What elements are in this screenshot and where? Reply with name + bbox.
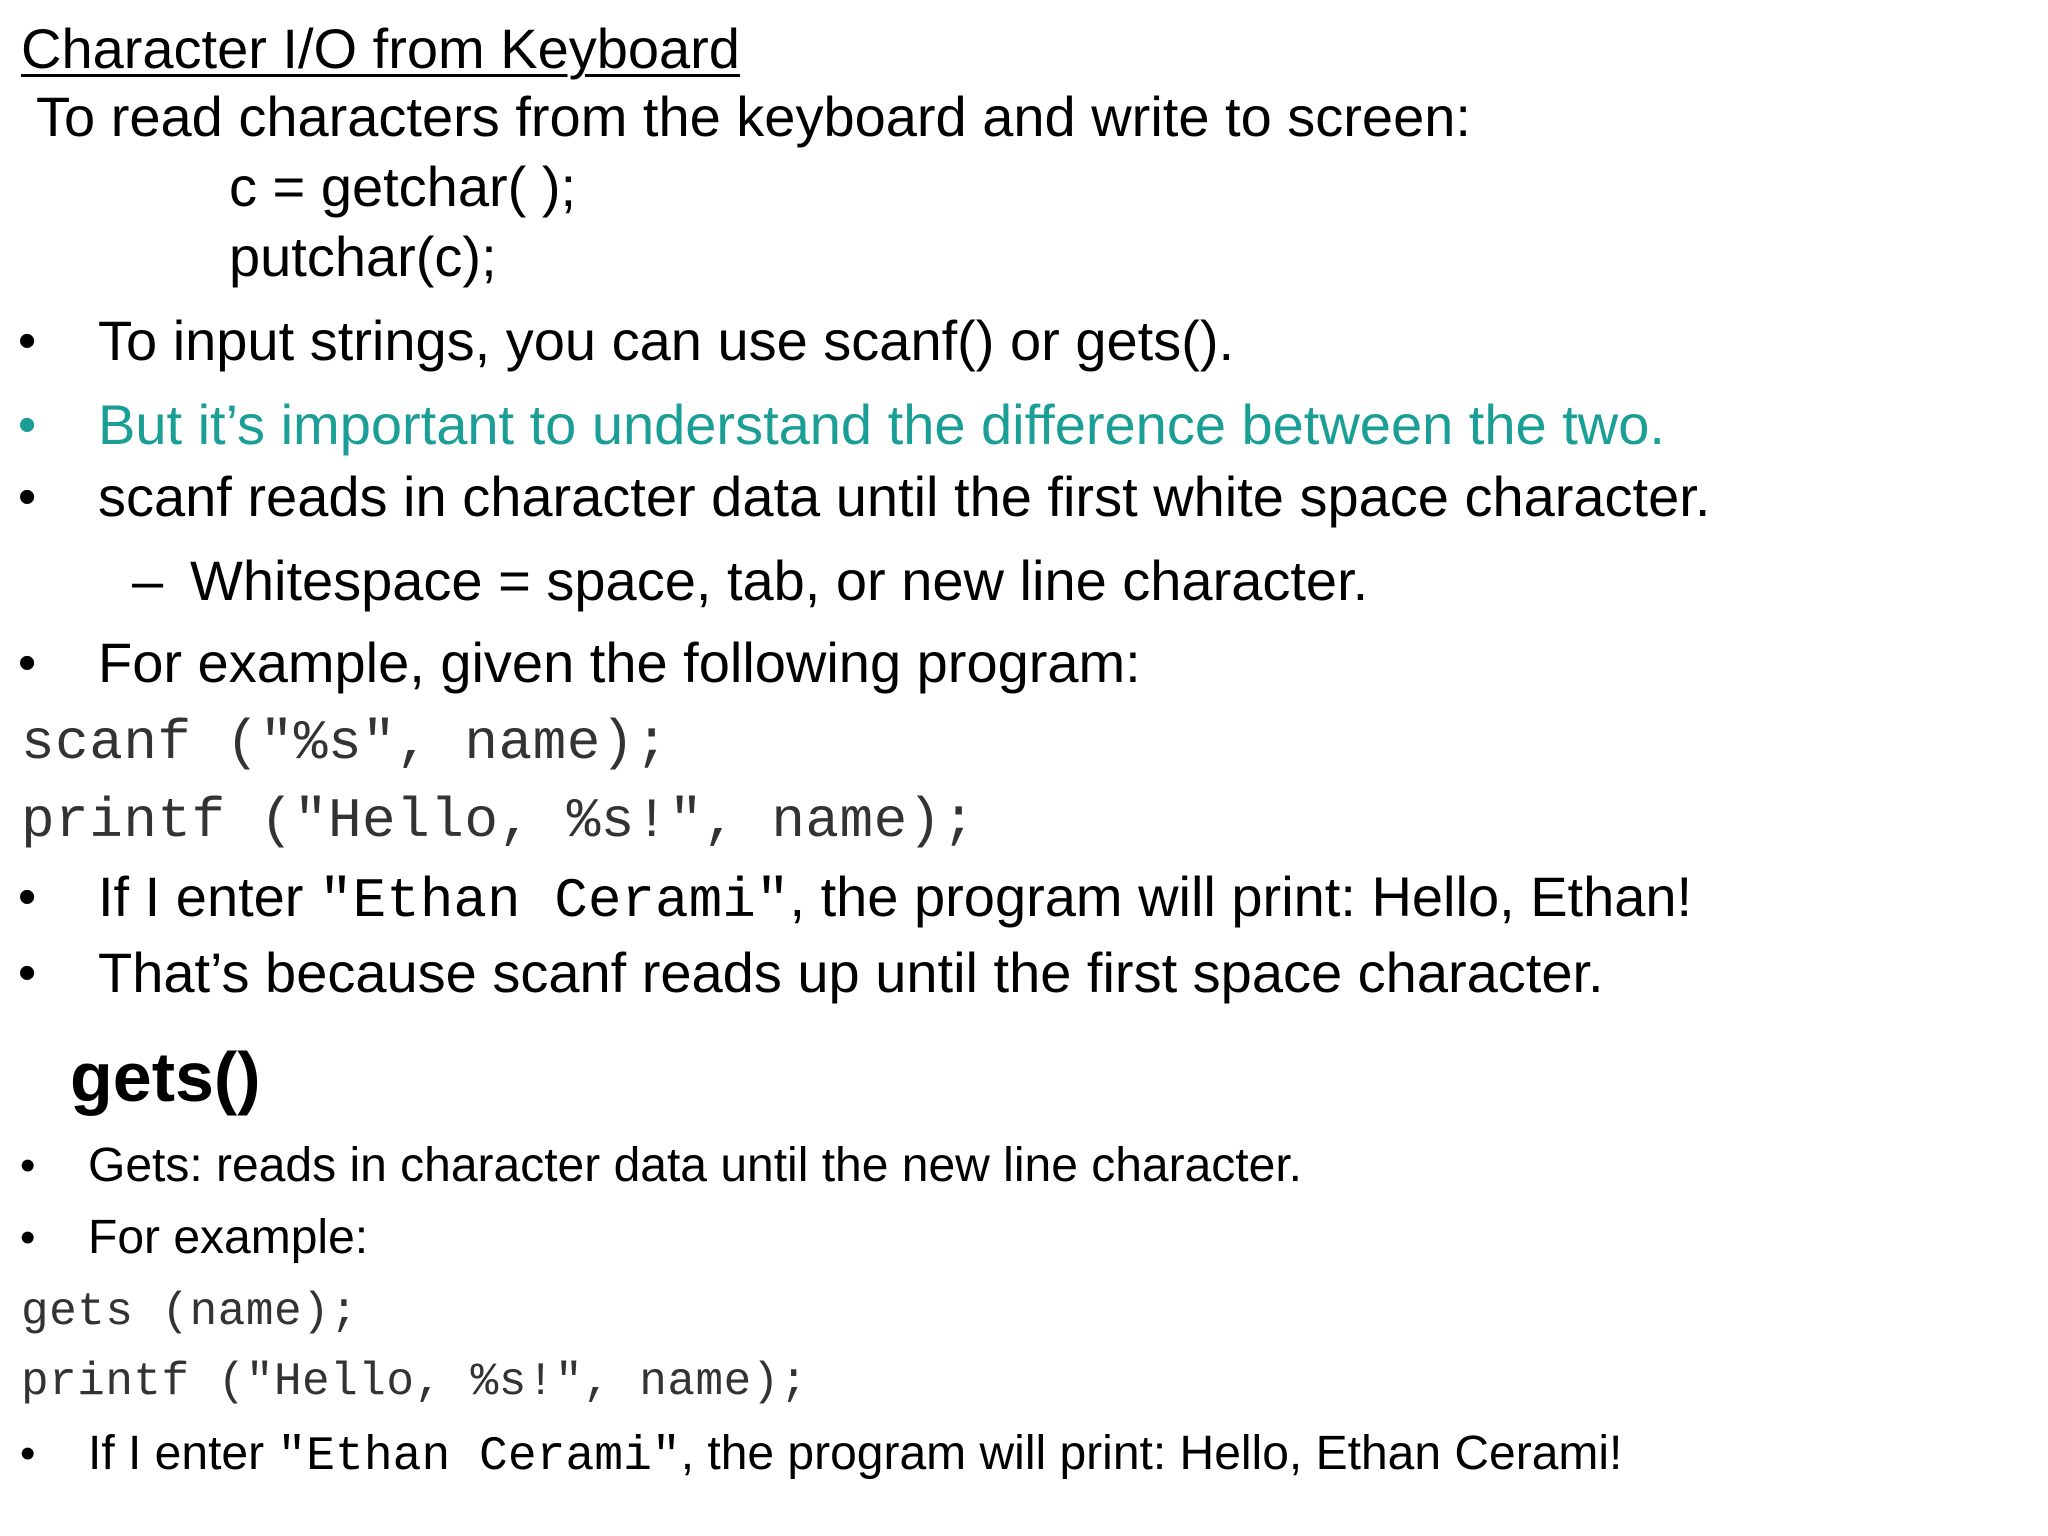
text-segment: , the program will print: Hello, Ethan!: [789, 865, 1693, 928]
quoted-input: "Ethan Cerami": [319, 869, 790, 933]
list-item-text: To input strings, you can use scanf() or gets().: [98, 309, 1235, 372]
bullet-icon: •: [20, 1429, 36, 1478]
list-item-text: For example, given the following program:: [98, 631, 1141, 694]
list-item-text: scanf reads in character data until the first white space character.: [98, 465, 1711, 528]
text-segment: , the program will print: Hello, Ethan Cerami!: [680, 1427, 1623, 1480]
list-item-text: [98, 862, 1692, 936]
bullet-icon: •: [18, 468, 37, 526]
list-item-text: Gets: reads in character data until the new line character.: [88, 1139, 1302, 1192]
list-item-text: But it’s important to understand the difference between the two.: [98, 393, 1665, 456]
code-line: printf ("Hello, %s!", name);: [21, 1356, 808, 1408]
bullet-icon: •: [18, 396, 37, 454]
bullet-icon: •: [18, 868, 37, 926]
bullet-icon: •: [18, 944, 37, 1002]
list-item-text: For example:: [88, 1211, 369, 1264]
code-line: scanf ("%s", name);: [21, 711, 670, 775]
sub-list-item-text: Whitespace = space, tab, or new line character.: [190, 549, 1369, 612]
dash-icon: –: [132, 549, 164, 612]
code-line: gets (name);: [21, 1286, 359, 1338]
code-putchar: putchar(c);: [229, 225, 497, 288]
quoted-input: "Ethan Cerami": [277, 1430, 681, 1484]
bullet-icon: •: [20, 1141, 36, 1190]
bullet-icon: •: [20, 1213, 36, 1262]
list-item-text: That’s because scanf reads up until the first space character.: [98, 941, 1604, 1004]
intro-text: To read characters from the keyboard and write to screen:: [36, 85, 1471, 148]
text-segment: If I enter: [98, 865, 319, 928]
code-line: printf ("Hello, %s!", name);: [21, 789, 976, 853]
page-title: Character I/O from Keyboard: [21, 17, 740, 80]
code-getchar: c = getchar( );: [229, 155, 577, 218]
list-item-text: [88, 1424, 1622, 1487]
bullet-icon: •: [18, 312, 37, 370]
text-segment: If I enter: [88, 1427, 278, 1480]
section-heading: gets(): [70, 1038, 261, 1116]
bullet-icon: •: [18, 634, 37, 692]
